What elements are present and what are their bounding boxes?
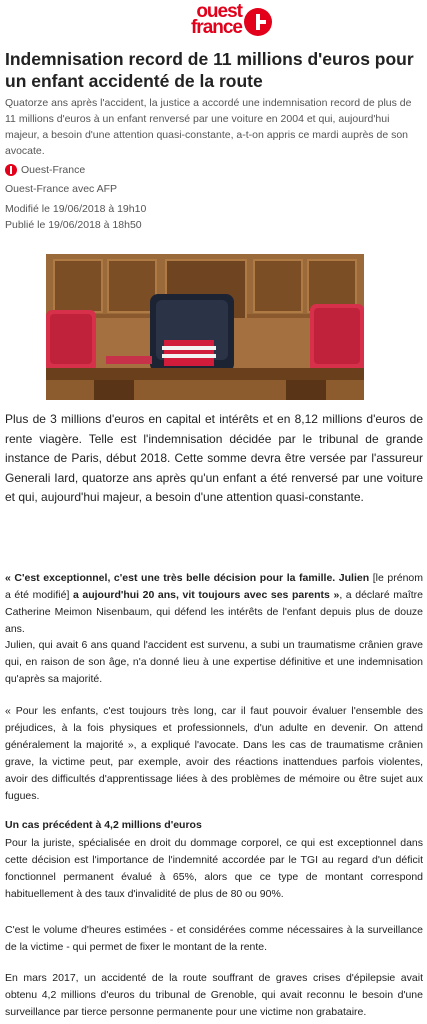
logo-wordmark xyxy=(162,1,242,38)
article-lead: Quatorze ans après l'accident, la justice a accordé une indemnisation record de plus de 11 millions d'euros à un enfant renversé par une voiture en 2004 et qui, aujourd'hui majeur, a besoin d'une attention quasi-constante, a-t-on appris ce mardi auprès de son avocate. xyxy=(5,97,412,157)
quote-aside: [le prénom a été modifié] xyxy=(5,572,424,601)
paragraph-4: « Pour les enfants, c'est toujours très long, car il faut pouvoir évaluer l'ensemble des préjudices, à la fois physiques et professionnels, d'un adulte en devenir. On attend généralement la majorité », a expliqué l'avocate. Dans les cas de traumatisme crânien grave, la victime peut, par exemple, avoir des réactions inattendues parfois violentes, avoir des difficultés d'apprentissage liées à des problèmes de mémoire ou être sujet aux fugues. xyxy=(5,705,423,802)
logo-line-ouest: ouest xyxy=(196,1,242,22)
quote-attribution: , a déclaré maître Catherine Meimon Nisenbaum, qui défend les intérêts de l'enfant depuis plus de douze ans. xyxy=(5,589,424,635)
article-author: Ouest-France avec AFP xyxy=(5,183,118,195)
section-heading: Un cas précédent à 4,2 millions d'euros xyxy=(5,819,202,831)
logo-line-france: france xyxy=(190,17,242,38)
article-modified-date: Modifié le 19/06/2018 à 19h10 xyxy=(5,203,147,215)
quote-part-1: « C'est exceptionnel, c'est une très belle décision pour la famille. Julien xyxy=(5,572,370,584)
paragraph-2 xyxy=(5,570,423,638)
article-title: Indemnisation record de 11 millions d'euros pour un enfant accidenté de la route xyxy=(5,49,414,91)
ouest-france-logo[interactable] xyxy=(162,1,272,42)
logo-mark-icon xyxy=(244,8,272,36)
paragraph-6: C'est le volume d'heures estimées - et considérées comme nécessaires à la surveillance de la victime - qui permet de fixer le montant de la rente. xyxy=(5,924,423,953)
quote-part-2: a aujourd'hui 20 ans, vit toujours avec ses parents » xyxy=(72,589,340,601)
paragraph-1: Plus de 3 millions d'euros en capital et intérêts et en 8,12 millions d'euros de rente viagère. Telle est l'indemnisation décidée par le tribunal de grande instance de Paris, début 2018. Cette somme devra être versée par l'assureur Generali Iard, quatorze ans après qu'un enfant a été renversé par une voiture et qui, aujourd'hui majeur, a besoin d'une attention quasi-constante. xyxy=(5,412,423,504)
source-label: Ouest-France xyxy=(21,164,86,176)
article-source[interactable] xyxy=(5,164,85,176)
article-published-date: Publié le 19/06/2018 à 18h50 xyxy=(5,219,142,231)
ouest-france-icon xyxy=(5,164,17,176)
paragraph-3: Julien, qui avait 6 ans quand l'accident est survenu, a subi un traumatisme crânien grave qui, en raison de son âge, n'a donné lieu à une expertise définitive et une indemnisation qu'après sa majorité. xyxy=(5,639,423,685)
paragraph-7: En mars 2017, un accidenté de la route souffrant de graves crises d'épilepsie avait obtenu 4,2 millions d'euros du tribunal de Grenoble, qui avait reconnu le besoin d'une surveillance par tierce personne permanente pour une victime non grabataire. xyxy=(5,972,423,1018)
paragraph-5: Pour la juriste, spécialisée en droit du dommage corporel, ce qui est exceptionnel dans cette décision est l'importance de l'indemnité accordée par le TGI au regard d'un déficit fonctionnel permanent évalué à 65%, alors que ce type de montant correspond habituellement à des taux d'invalidité de plus de 80 ou 90%. xyxy=(5,837,423,900)
courtroom-photo xyxy=(46,254,364,400)
